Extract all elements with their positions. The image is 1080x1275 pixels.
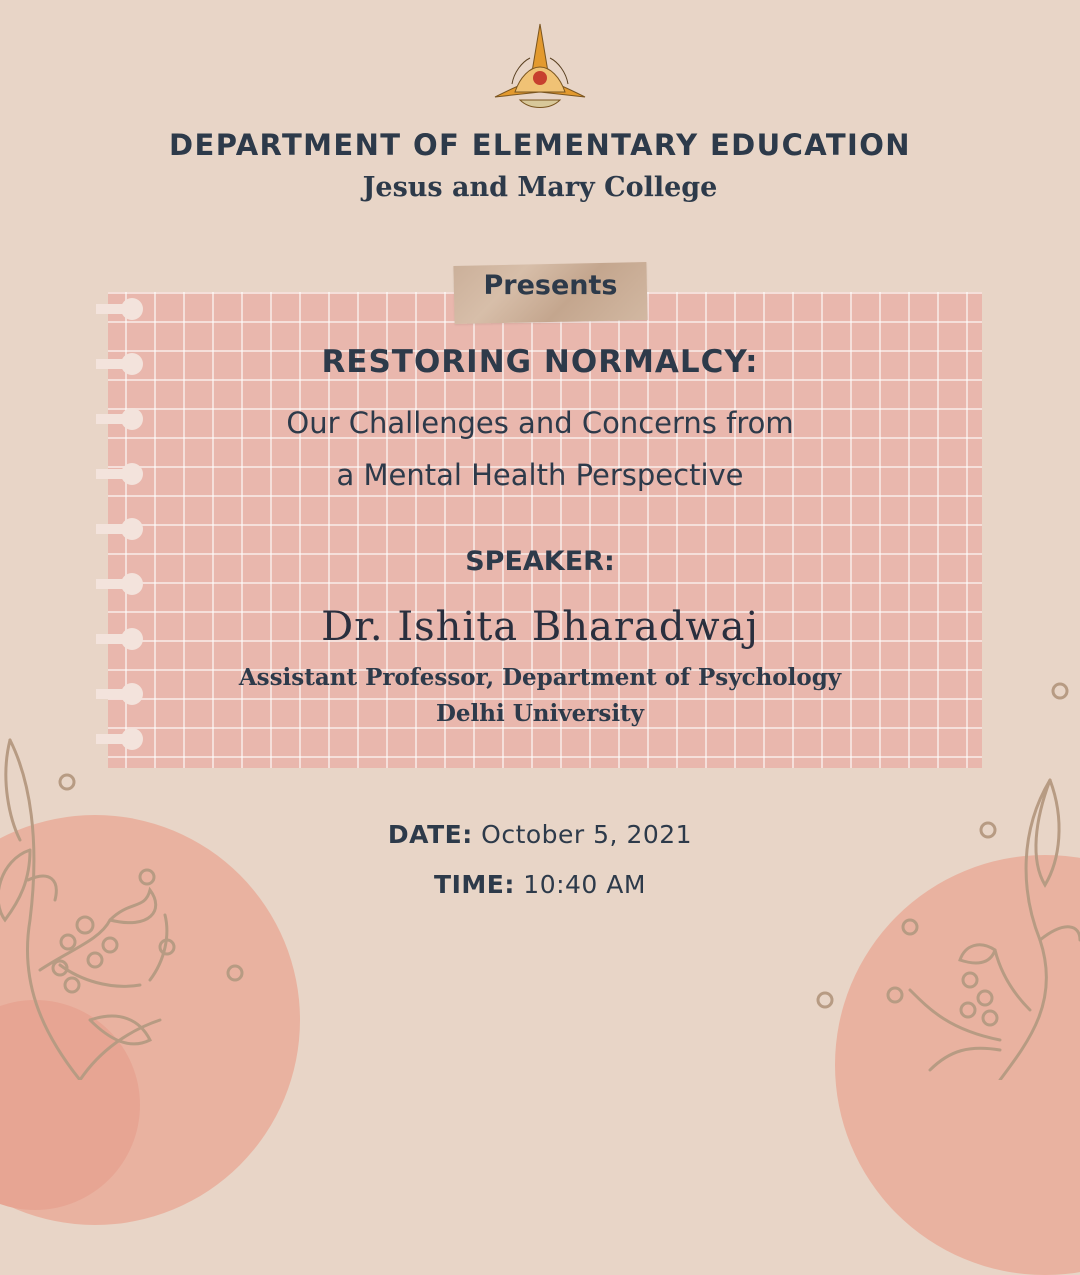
event-subtitle-line1: Our Challenges and Concerns from <box>286 406 794 440</box>
event-time <box>0 870 1080 899</box>
speaker-label: SPEAKER: <box>465 546 615 577</box>
college-emblem-icon <box>490 22 590 112</box>
college-name: Jesus and Mary College <box>362 172 718 203</box>
time-label: TIME: <box>434 870 515 899</box>
speaker-role: Assistant Professor, Department of Psychology <box>238 664 842 691</box>
date-label: DATE: <box>387 820 473 849</box>
speaker-organization: Delhi University <box>435 700 645 727</box>
event-subtitle-line2: a Mental Health Perspective <box>336 458 744 492</box>
event-date <box>0 820 1080 849</box>
department-name: DEPARTMENT OF ELEMENTARY EDUCATION <box>169 128 911 162</box>
presents-label: Presents <box>483 270 618 301</box>
date-value: October 5, 2021 <box>481 820 693 849</box>
speaker-name: Dr. Ishita Bharadwaj <box>321 604 759 650</box>
time-value: 10:40 AM <box>523 870 646 899</box>
event-title: RESTORING NORMALCY: <box>321 344 759 380</box>
